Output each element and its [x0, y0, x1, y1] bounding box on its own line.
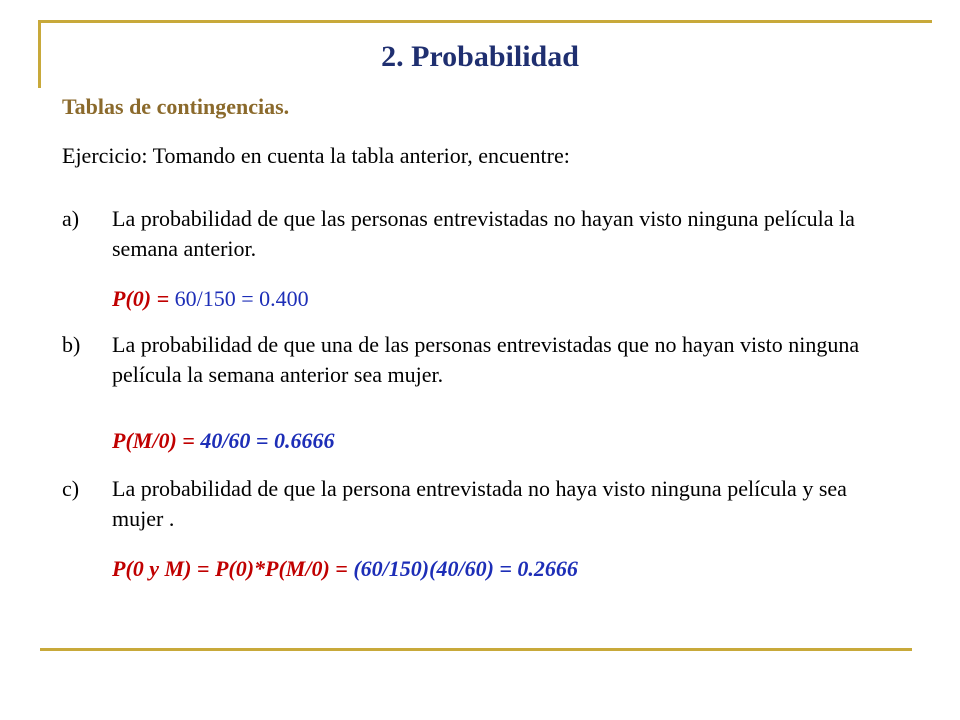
- exercise-intro: Ejercicio: Tomando en cuenta la tabla anterior, encuentre:: [62, 143, 570, 168]
- formula-lhs: P(0 y M) = P(0)*P(M/0) =: [112, 556, 348, 581]
- formula-rhs: 60/150 = 0.400: [169, 286, 309, 311]
- item-marker: c): [62, 476, 80, 501]
- formula-b: [112, 428, 334, 454]
- slide-subtitle: Tablas de contingencias.: [62, 94, 290, 119]
- formula-lhs: P(0) =: [112, 286, 170, 311]
- top-rule: [40, 20, 932, 23]
- slide-title: 2. Probabilidad: [381, 40, 579, 73]
- bottom-rule: [40, 648, 912, 651]
- item-text: La probabilidad de que las personas entrevistadas no hayan visto ninguna película la semana anterior.: [112, 206, 855, 261]
- item-marker: b): [62, 332, 81, 357]
- item-marker: a): [62, 206, 80, 231]
- formula-a: [112, 286, 309, 312]
- item-text: La probabilidad de que una de las personas entrevistadas que no hayan visto ninguna película la semana anterior sea mujer.: [112, 332, 860, 387]
- item-text: La probabilidad de que la persona entrevistada no haya visto ninguna película y sea mujer .: [112, 476, 847, 531]
- list-item-b: [62, 330, 892, 390]
- formula-rhs: 40/60 = 0.6666: [194, 428, 335, 453]
- formula-c: [112, 556, 578, 582]
- formula-rhs: (60/150)(40/60) = 0.2666: [347, 556, 578, 581]
- formula-lhs: P(M/0) =: [112, 428, 195, 453]
- list-item-c: [62, 474, 892, 534]
- list-item-a: [62, 204, 892, 264]
